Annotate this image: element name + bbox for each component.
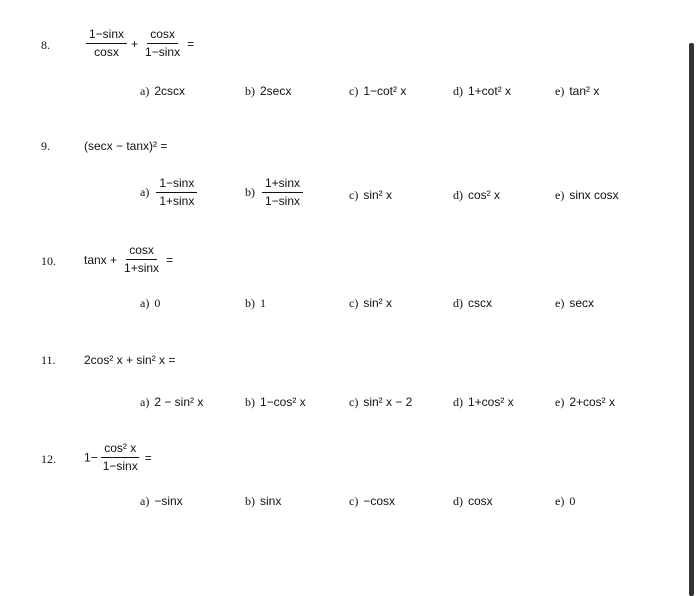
equals-sign: = xyxy=(166,252,174,267)
equals-sign: = xyxy=(187,36,195,51)
choice-text: cos² x xyxy=(468,188,501,202)
equals-sign: = xyxy=(144,450,152,465)
choice-text: 2cscx xyxy=(154,84,186,98)
numerator: 1−sinx xyxy=(86,28,127,44)
choice-text: 1+cos² x xyxy=(468,395,514,409)
choice-text: tan² x xyxy=(569,84,600,98)
fraction xyxy=(142,28,183,59)
question-number: 10. xyxy=(41,254,56,268)
choice-label: b) xyxy=(245,395,255,409)
question-stem xyxy=(84,244,175,275)
choice-c[interactable] xyxy=(349,395,412,410)
choice-text: 2+cos² x xyxy=(569,395,616,409)
fraction xyxy=(86,28,127,59)
fraction xyxy=(262,177,303,208)
stem-lead: tanx + xyxy=(84,252,118,267)
plus-sign: + xyxy=(131,36,139,51)
choice-b[interactable] xyxy=(245,296,271,311)
choice-text: secx xyxy=(569,296,595,310)
choice-label: a) xyxy=(140,185,150,199)
choice-label: a) xyxy=(140,494,150,508)
choice-label: d) xyxy=(453,84,463,98)
choice-text: cscx xyxy=(468,296,492,310)
choice-text: 1 xyxy=(260,296,266,310)
denominator: 1−sinx xyxy=(145,45,181,59)
choice-text: sin² x − 2 xyxy=(363,395,413,409)
choice-label: c) xyxy=(349,188,359,202)
choice-text: cosx xyxy=(468,494,493,508)
choice-a[interactable] xyxy=(140,177,199,208)
choice-label: a) xyxy=(140,395,150,409)
choice-label: e) xyxy=(555,494,565,508)
choice-b[interactable] xyxy=(245,494,281,509)
choice-label: d) xyxy=(453,296,463,310)
denominator: 1−sinx xyxy=(265,194,301,208)
denominator: 1+sinx xyxy=(124,261,160,275)
choice-label: b) xyxy=(245,494,255,508)
choice-text: sinx cosx xyxy=(569,188,619,202)
scrollbar[interactable] xyxy=(689,43,694,596)
numerator: cos² x xyxy=(101,442,139,458)
choice-text: 2secx xyxy=(260,84,292,98)
choice-e[interactable] xyxy=(555,188,619,203)
choice-b[interactable] xyxy=(245,84,291,99)
choice-c[interactable] xyxy=(349,188,392,203)
choice-label: a) xyxy=(140,296,150,310)
choice-text: sin² x xyxy=(363,296,392,310)
choice-e[interactable] xyxy=(555,494,580,509)
question-number: 11. xyxy=(41,353,56,367)
choice-label: e) xyxy=(555,395,565,409)
choice-c[interactable] xyxy=(349,296,392,311)
choice-text: 1+cot² x xyxy=(468,84,512,98)
choice-d[interactable] xyxy=(453,494,493,509)
choice-label: d) xyxy=(453,188,463,202)
choice-text: 1−cot² x xyxy=(363,84,407,98)
fraction xyxy=(156,177,197,208)
choice-text: 1−cos² x xyxy=(260,395,306,409)
denominator: 1−sinx xyxy=(102,459,138,473)
numerator: cosx xyxy=(126,244,157,260)
choice-text: −sinx xyxy=(154,494,183,508)
choice-d[interactable] xyxy=(453,395,514,410)
choice-text: −cosx xyxy=(363,494,396,508)
choice-c[interactable] xyxy=(349,494,395,509)
denominator: 1+sinx xyxy=(159,194,195,208)
choice-label: b) xyxy=(245,296,255,310)
choice-c[interactable] xyxy=(349,84,406,99)
choice-b[interactable] xyxy=(245,177,305,208)
question-stem xyxy=(84,442,154,473)
question-number: 9. xyxy=(41,139,50,153)
choice-text: sinx xyxy=(260,494,282,508)
numerator: 1+sinx xyxy=(262,177,303,193)
choice-label: e) xyxy=(555,296,565,310)
choice-label: b) xyxy=(245,84,255,98)
numerator: 1−sinx xyxy=(156,177,197,193)
choice-label: b) xyxy=(245,185,255,199)
question-stem xyxy=(84,28,196,59)
choice-a[interactable] xyxy=(140,84,185,99)
choice-label: e) xyxy=(555,84,565,98)
choice-text: sin² x xyxy=(363,188,392,202)
fraction xyxy=(100,442,141,473)
choice-d[interactable] xyxy=(453,84,511,99)
choice-e[interactable] xyxy=(555,296,594,311)
choice-label: c) xyxy=(349,395,359,409)
choice-a[interactable] xyxy=(140,494,183,509)
question-stem: 2cos² x + sin² x = xyxy=(84,353,176,367)
choice-label: c) xyxy=(349,84,359,98)
choice-b[interactable] xyxy=(245,395,306,410)
choice-label: e) xyxy=(555,188,565,202)
choice-text: 2 − sin² x xyxy=(154,395,204,409)
choice-label: c) xyxy=(349,296,359,310)
choice-text: 0 xyxy=(569,494,576,508)
choice-label: a) xyxy=(140,84,150,98)
choice-e[interactable] xyxy=(555,84,599,99)
choice-text: 0 xyxy=(154,296,161,310)
question-number: 12. xyxy=(41,452,56,466)
choice-d[interactable] xyxy=(453,296,492,311)
numerator: cosx xyxy=(147,28,178,44)
choice-d[interactable] xyxy=(453,188,500,203)
choice-label: c) xyxy=(349,494,359,508)
stem-lead: 1− xyxy=(84,450,98,465)
fraction xyxy=(121,244,162,275)
question-stem: (secx − tanx)² = xyxy=(84,139,168,153)
question-number: 8. xyxy=(41,38,50,52)
choice-label: d) xyxy=(453,395,463,409)
denominator: cosx xyxy=(94,45,119,59)
choice-label: d) xyxy=(453,494,463,508)
choice-e[interactable] xyxy=(555,395,615,410)
choice-a[interactable] xyxy=(140,296,165,311)
choice-a[interactable] xyxy=(140,395,203,410)
